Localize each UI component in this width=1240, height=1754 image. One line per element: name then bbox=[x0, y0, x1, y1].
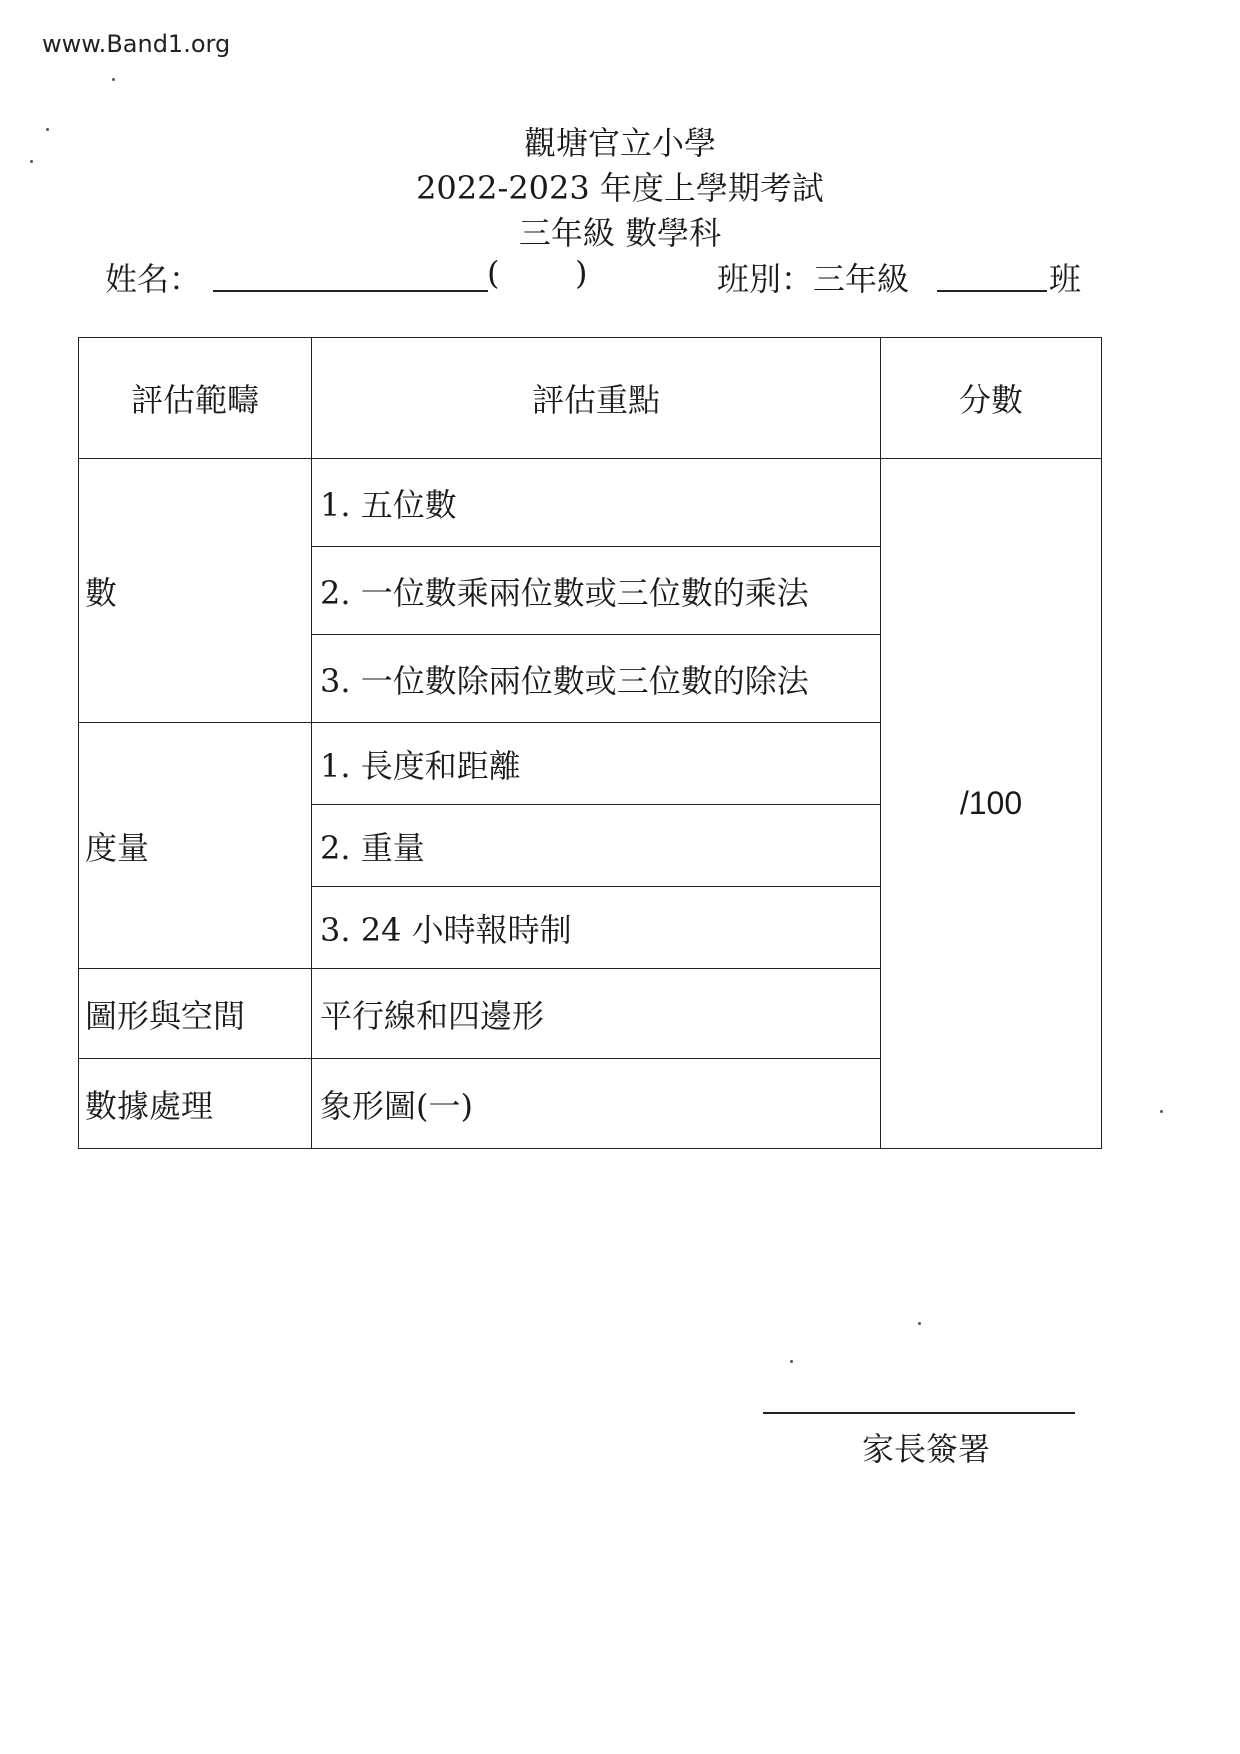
focus-item: 3. 24 小時報時制 bbox=[312, 887, 881, 969]
student-info-row bbox=[105, 254, 1125, 300]
exam-title: 2022-2023 年度上學期考試 bbox=[416, 169, 824, 207]
focus-item: 3. 一位數除兩位數或三位數的除法 bbox=[312, 635, 881, 723]
class-label: 班別：三年級 bbox=[717, 260, 910, 298]
scan-speck bbox=[918, 1322, 921, 1325]
header-score: 分數 bbox=[881, 338, 1102, 459]
scan-speck bbox=[46, 128, 49, 131]
school-name: 觀塘官立小學 bbox=[523, 124, 716, 162]
category-measurement: 度量 bbox=[79, 723, 312, 969]
class-blank-line[interactable] bbox=[937, 290, 1047, 292]
name-label: 姓名： bbox=[105, 260, 202, 298]
scan-speck bbox=[112, 78, 115, 81]
number-bracket-close: ) bbox=[575, 254, 588, 292]
scan-speck bbox=[30, 160, 33, 163]
category-shape-space: 圖形與空間 bbox=[79, 969, 312, 1059]
category-number: 數 bbox=[79, 459, 312, 723]
header-focus: 評估重點 bbox=[312, 338, 881, 459]
table-row bbox=[79, 459, 1102, 547]
class-suffix: 班 bbox=[1049, 260, 1082, 298]
table-header-row bbox=[79, 338, 1102, 459]
focus-item: 1. 五位數 bbox=[312, 459, 881, 547]
assessment-table bbox=[78, 337, 1102, 1149]
score-cell: /100 bbox=[881, 459, 1102, 1149]
parent-signature-label: 家長簽署 bbox=[862, 1430, 991, 1468]
header-scope: 評估範疇 bbox=[79, 338, 312, 459]
scan-speck bbox=[1160, 1110, 1163, 1113]
number-bracket-open: ( bbox=[487, 254, 500, 292]
category-data-handling: 數據處理 bbox=[79, 1059, 312, 1149]
focus-item: 象形圖(一) bbox=[312, 1059, 881, 1149]
focus-item: 2. 一位數乘兩位數或三位數的乘法 bbox=[312, 547, 881, 635]
focus-item: 1. 長度和距離 bbox=[312, 723, 881, 805]
focus-item: 平行線和四邊形 bbox=[312, 969, 881, 1059]
scan-speck bbox=[790, 1360, 793, 1363]
signature-line[interactable] bbox=[763, 1412, 1075, 1414]
watermark-url: www.Band1.org bbox=[42, 30, 231, 58]
focus-item: 2. 重量 bbox=[312, 805, 881, 887]
name-blank-line[interactable] bbox=[213, 290, 488, 292]
subject-title: 三年級 數學科 bbox=[518, 214, 722, 252]
